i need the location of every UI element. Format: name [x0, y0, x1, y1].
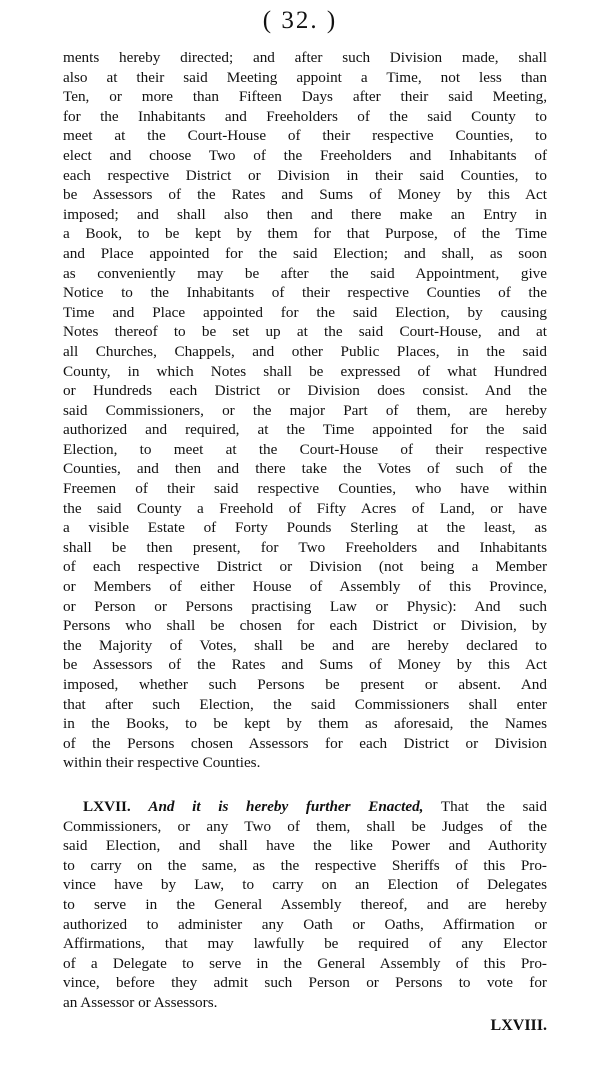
- text-line: authorized to administer any Oath or Oaths, Affirmation or: [63, 915, 547, 933]
- text-line: said Commissioners, or the major Part of them, are hereby: [63, 401, 547, 419]
- page-number: ( 32. ): [262, 7, 338, 34]
- text-line: that after such Election, the said Commissioners shall enter: [63, 695, 547, 713]
- text-line: meet at the Court-House of their respective Counties, to: [63, 127, 547, 145]
- text-line: vince have by Law, to carry on an Election of Delegates: [63, 876, 547, 894]
- text-line: Time and Place appointed for the said Election, by causing: [63, 303, 547, 321]
- text-line: shall be then present, for Two Freeholders and Inhabitants: [63, 538, 547, 556]
- text-line: Affirmations, that may lawfully be required of any Elector: [63, 935, 547, 953]
- text-line: or Hundreds each District or Division does consist. And the: [63, 382, 547, 400]
- text-line: Freemen of their said respective Counties, who have within: [63, 480, 547, 498]
- text-line: Notes thereof to be set up at the said Court-House, and at: [63, 323, 547, 341]
- section-67: [63, 797, 547, 1013]
- catchword: LXVIII.: [490, 1017, 547, 1034]
- text-line: also at their said Meeting appoint a Time, not less than: [63, 68, 547, 86]
- text-line: imposed; and shall also then and there make an Entry in: [63, 205, 547, 223]
- enacting-clause: And it is hereby further Enacted,: [148, 798, 424, 815]
- text-line: Counties, and then and there take the Votes of such of the: [63, 460, 547, 478]
- paragraph-continued: [63, 48, 547, 773]
- text-line: ments hereby directed; and after such Division made, shall: [63, 49, 547, 66]
- text-line: in the Books, to be kept by them as aforesaid, the Names: [63, 715, 547, 733]
- text-line: all Churches, Chappels, and other Public Places, in the said: [63, 342, 547, 360]
- text-line: or Person or Persons practising Law or Physic): And such: [63, 597, 547, 615]
- text-line: each respective District or Division in their said Counties, to: [63, 166, 547, 184]
- text-line: of a Delegate to serve in the General Assembly of this Pro-: [63, 954, 547, 972]
- text-line: County, in which Notes shall be expressed of what Hundred: [63, 362, 547, 380]
- text-line: an Assessor or Assessors.: [63, 993, 218, 1011]
- section-heading-line: [63, 797, 547, 817]
- text-line: Notice to the Inhabitants of their respective Counties of the: [63, 284, 547, 302]
- text-line: said Election, and shall have the like Power and Authority: [63, 837, 547, 855]
- text-line: be Assessors of the Rates and Sums of Money by this Act: [63, 186, 547, 204]
- text-line: of the Persons chosen Assessors for each District or Division: [63, 734, 547, 752]
- text-line: the Majority of Votes, shall be and are hereby declared to: [63, 636, 547, 654]
- text-line: authorized and required, at the Time appointed for the said: [63, 421, 547, 439]
- text-line: be Assessors of the Rates and Sums of Money by this Act: [63, 656, 547, 674]
- text-fragment: That the said: [440, 798, 547, 815]
- text-line: imposed, whether such Persons be present or absent. And: [63, 676, 547, 693]
- text-line: the said County a Freehold of Fifty Acres of Land, or have: [63, 499, 547, 517]
- text-line: a Book, to be kept by them for that Purpose, of the Time: [63, 225, 547, 243]
- text-line: of each respective District or Division (not being a Member: [63, 558, 547, 576]
- text-line: within their respective Counties.: [63, 754, 261, 772]
- text-line: Commissioners, or any Two of them, shall be Judges of the: [63, 817, 547, 835]
- text-line: for the Inhabitants and Freeholders of the said County to: [63, 107, 547, 125]
- text-line: vince, before they admit such Person or Persons to vote for: [63, 974, 547, 992]
- text-line: elect and choose Two of the Freeholders and Inhabitants of: [63, 146, 547, 164]
- text-line: as conveniently may be after the said Appointment, give: [63, 264, 547, 282]
- text-line: Persons who shall be chosen for each District or Division, by: [63, 617, 547, 635]
- text-line: to serve in the General Assembly thereof, and are hereby: [63, 895, 547, 913]
- text-line: to carry on the same, as the respective Sheriffs of this Pro-: [63, 856, 547, 874]
- text-line: a visible Estate of Forty Pounds Sterling at the least, as: [63, 519, 547, 537]
- text-line: Ten, or more than Fifteen Days after their said Meeting,: [63, 88, 547, 106]
- text-line: or Members of either House of Assembly of this Province,: [63, 578, 547, 596]
- section-number: LXVII.: [83, 798, 131, 815]
- text-line: and Place appointed for the said Election; and shall, as soon: [63, 244, 547, 262]
- text-line: Election, to meet at the Court-House of their respective: [63, 440, 547, 458]
